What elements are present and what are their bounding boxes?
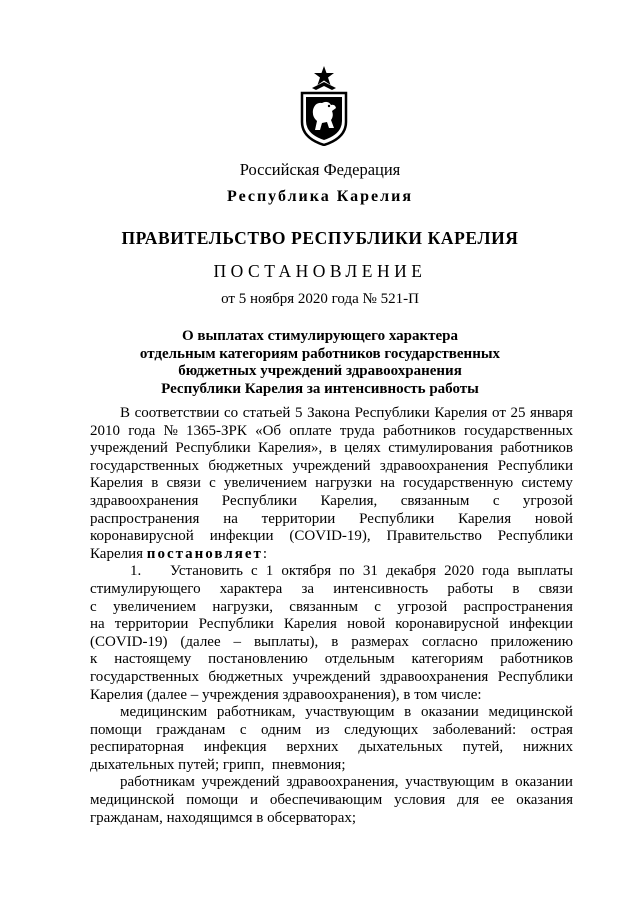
- text-line: [90, 599, 573, 617]
- word: государственную: [403, 475, 514, 492]
- text-line: [90, 792, 573, 810]
- word: медицинской: [488, 704, 573, 721]
- word: декабря: [385, 563, 437, 580]
- word: гражданам: [156, 721, 226, 738]
- subitem-healthcare-staff: [90, 774, 573, 809]
- title-line: О выплатах стимулирующего характера: [181, 328, 459, 344]
- title-line: Республики Карелия за интенсивность работы: [161, 380, 479, 397]
- word: для: [457, 792, 480, 809]
- word: работы: [447, 580, 494, 597]
- word: с: [374, 598, 381, 615]
- word: с: [209, 475, 216, 492]
- word: заболеваний:: [432, 721, 517, 738]
- word: верхних: [286, 739, 339, 756]
- word: помощи: [90, 721, 142, 738]
- word: государственных: [90, 457, 199, 474]
- text-line: [90, 423, 573, 441]
- word: угрозой: [397, 598, 448, 615]
- word: государственных: [463, 422, 573, 439]
- word: от: [492, 405, 506, 421]
- subitem-medical-workers: [90, 704, 573, 757]
- word: Карелия: [458, 510, 512, 527]
- word: постановлению: [208, 651, 308, 668]
- word: согласно: [421, 633, 478, 650]
- word: труда: [339, 422, 375, 439]
- word: угрозой: [522, 492, 573, 509]
- word: по: [339, 563, 355, 580]
- word: в: [331, 633, 339, 650]
- word: 1365-ЗРК: [186, 422, 247, 439]
- word: выплаты: [517, 563, 573, 580]
- word: 2010: [90, 422, 120, 439]
- word: связанным: [400, 492, 470, 509]
- word: Республики: [221, 492, 298, 509]
- preamble-last-line: [90, 546, 573, 564]
- word: Республики: [354, 405, 430, 421]
- word: государственных: [90, 668, 199, 685]
- word: нижних: [522, 739, 573, 756]
- word: респираторная: [90, 739, 184, 756]
- item-1-first-line: [90, 563, 573, 581]
- word: с: [492, 492, 500, 509]
- text-line: [90, 475, 573, 493]
- word: работников: [382, 422, 456, 439]
- word: оказании: [515, 774, 573, 791]
- word: 2020: [444, 563, 475, 580]
- word: на: [380, 475, 395, 492]
- word: связи: [538, 580, 573, 597]
- word: с: [90, 598, 97, 615]
- government-name: ПРАВИТЕЛЬСТВО РЕСПУБЛИКИ КАРЕЛИЯ: [121, 228, 519, 248]
- text-line: [90, 493, 573, 511]
- word: года: [482, 563, 510, 580]
- word: связанным: [289, 598, 358, 615]
- word: января: [530, 405, 573, 421]
- word: инфекции: [509, 616, 573, 633]
- word: приложению: [490, 633, 573, 650]
- word: новой: [347, 616, 386, 633]
- word: коронавирусной: [395, 616, 500, 633]
- word: Карелия,: [320, 492, 378, 509]
- text-line: [90, 528, 573, 546]
- text-fragment: Карелия: [90, 545, 147, 562]
- word: острая: [530, 721, 573, 738]
- text-line: [90, 616, 573, 634]
- text-line: [90, 458, 573, 476]
- word: участвующим: [405, 774, 495, 791]
- word: в: [151, 475, 159, 492]
- word: (COVID-19): [90, 633, 168, 650]
- word: Карелия: [283, 616, 337, 633]
- word: Карелия: [90, 475, 144, 492]
- word: Республики: [497, 668, 573, 685]
- word: нагрузки: [315, 475, 373, 492]
- text-line: [90, 704, 573, 722]
- word: стимулирования: [388, 440, 493, 457]
- resolves-word: постановляет: [146, 545, 263, 562]
- word: условия: [394, 792, 446, 809]
- word: одним: [261, 721, 302, 738]
- word: обеспечивающим: [269, 792, 383, 809]
- word: с: [239, 721, 247, 738]
- document-type: ПОСТАНОВЛЕНИЕ: [213, 261, 427, 281]
- word: Республики: [175, 440, 251, 457]
- word: в: [404, 704, 412, 721]
- word: здравоохранения,: [286, 774, 399, 791]
- word: интенсивность: [333, 580, 429, 597]
- title-line: бюджетных учреждений здравоохранения: [178, 363, 462, 379]
- word: Правительство: [386, 528, 482, 545]
- word: на: [90, 616, 105, 633]
- word: Республики: [497, 528, 573, 545]
- word: учреждений: [201, 774, 280, 791]
- text-line: [90, 722, 573, 740]
- text-line: [90, 669, 573, 687]
- word: здравоохранения: [379, 668, 489, 685]
- word: с: [250, 563, 258, 580]
- word: Республики: [198, 616, 274, 633]
- word: здравоохранения: [379, 457, 489, 474]
- word: и: [249, 792, 258, 809]
- word: в: [329, 440, 337, 457]
- word: года: [128, 422, 156, 439]
- word: дыхательных: [358, 739, 443, 756]
- word: распространения: [463, 598, 573, 615]
- word: из: [315, 721, 330, 738]
- word: Установить: [170, 563, 243, 580]
- word: октября: [281, 563, 332, 580]
- karelia-coat-of-arms-icon: [298, 66, 350, 146]
- item-1-last-line: Карелия (далее – учреждения здравоохранения), в том числе:: [90, 686, 482, 703]
- text-line: [90, 511, 573, 529]
- word: со: [223, 405, 239, 421]
- word: учреждений: [292, 668, 371, 685]
- word: оплате: [289, 422, 332, 439]
- word: Карелия»,: [258, 440, 323, 457]
- word: новой: [534, 510, 573, 527]
- word: Республики: [497, 457, 573, 474]
- word: связи: [166, 475, 201, 492]
- subitem-medical-workers-last-line: дыхательных путей; грипп, пневмония;: [90, 756, 346, 773]
- word: участвующим: [305, 704, 395, 721]
- word: в: [512, 580, 520, 597]
- word: бюджетных: [208, 668, 284, 685]
- word: территории: [261, 510, 336, 527]
- word: медицинским: [120, 704, 208, 721]
- word: категориям: [411, 651, 484, 668]
- word: медицинской: [90, 792, 175, 809]
- text-fragment: :: [262, 545, 268, 562]
- republic-name: Республика Карелия: [227, 188, 413, 205]
- word: увеличением: [223, 475, 307, 492]
- word: путей,: [462, 739, 504, 756]
- item-1-first-line-text: [170, 563, 573, 581]
- word: оказания: [516, 792, 573, 809]
- word: 5: [295, 405, 303, 421]
- word: территории: [114, 616, 189, 633]
- word: Карелия: [434, 405, 488, 421]
- word: распространения: [90, 510, 200, 527]
- word: учреждений: [90, 440, 168, 457]
- word: инфекции: [209, 528, 274, 545]
- word: «Об: [255, 422, 282, 439]
- word: Закона: [307, 405, 350, 421]
- word: за: [301, 580, 315, 597]
- item-number: 1.: [130, 563, 142, 580]
- word: увеличением: [112, 598, 197, 615]
- word: нагрузки,: [212, 598, 273, 615]
- word: на: [223, 510, 238, 527]
- word: В: [120, 405, 131, 421]
- item-1-paragraph: [90, 581, 573, 687]
- word: выплаты),: [253, 633, 319, 650]
- word: оказании: [420, 704, 479, 721]
- text-line: [90, 739, 573, 757]
- preamble-paragraph: [90, 405, 573, 546]
- text-line: [90, 581, 573, 599]
- subitem-healthcare-staff-last-line: гражданам, находящимся в обсерваторах;: [90, 809, 357, 826]
- text-line: [90, 440, 573, 458]
- word: инфекция: [203, 739, 267, 756]
- word: 1: [265, 563, 274, 580]
- word: коронавирусной: [90, 528, 194, 545]
- word: –: [233, 633, 242, 650]
- word: соответствии: [134, 405, 220, 421]
- word: здравоохранения: [90, 492, 199, 509]
- word: работников: [500, 440, 573, 457]
- word: бюджетных: [208, 457, 284, 474]
- decree-title: [0, 328, 640, 398]
- word: в: [501, 774, 509, 791]
- word: размерах: [351, 633, 409, 650]
- word: (далее: [180, 633, 221, 650]
- word: работников: [500, 651, 573, 668]
- word: статьей: [242, 405, 291, 421]
- title-line: отдельным категориям работников государственных: [139, 345, 501, 362]
- word: учреждений: [292, 457, 371, 474]
- word: (COVID-19),: [289, 528, 371, 545]
- text-line: [90, 651, 573, 669]
- word: целях: [344, 440, 381, 457]
- word: работникам,: [216, 704, 296, 721]
- word: характера: [219, 580, 283, 597]
- word: 31: [362, 563, 378, 580]
- text-line: [90, 405, 573, 423]
- word: следующих: [344, 721, 419, 738]
- word: стимулирующего: [90, 580, 201, 597]
- word: к: [90, 651, 98, 668]
- decree-body: [90, 405, 573, 827]
- country-name: Российская Федерация: [239, 160, 401, 179]
- word: помощи: [186, 792, 239, 809]
- text-line: [90, 774, 573, 792]
- word: отдельным: [324, 651, 395, 668]
- word: 25: [510, 405, 526, 421]
- word: Республики: [359, 510, 435, 527]
- word: ее: [491, 792, 505, 809]
- word: настоящему: [114, 651, 192, 668]
- word: работникам: [120, 774, 195, 791]
- text-line: [90, 634, 573, 652]
- word: №: [163, 422, 178, 439]
- word: систему: [521, 475, 573, 492]
- date-and-number: от 5 ноября 2020 года № 521-П: [221, 291, 419, 307]
